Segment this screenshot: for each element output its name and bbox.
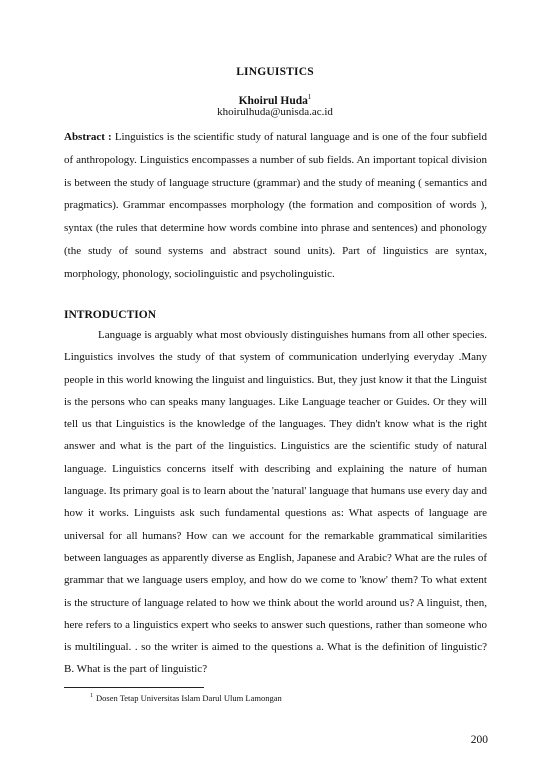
author-footnote-mark: 1 (307, 93, 312, 101)
author-name: Khoirul Huda (238, 94, 308, 107)
footnote-mark: 1 (90, 693, 93, 700)
introduction-paragraph: Language is arguably what most obviously distinguishes humans from all other species. Linguistics involves the study of that system of communication underlying everyday .Many people in this world knowing the linguist and linguistics. But, they just know it that the Linguist is the persons who can speaks many languages. Like Language teacher or Guides. Or they will tell us that Linguistics is the knowledge of the languages. They didn't know what is the right answer and what is the part of the linguistics. Linguistics are the scientific study of natural language. Linguistics concerns itself with describing and explaining the nature of human language. Its primary goal is to learn about the 'natural' language that humans use every day and how it works. Linguists ask such fundamental questions as: What aspects of language are universal for all humans? How can we account for the remarkable grammatical similarities between languages as apparently diverse as English, Japanese and Arabic? What are the rules of grammar that we language users employ, and how do we come to 'know' them? To what extent is the structure of language related to how we think about the world around us? A linguist, then, here refers to a linguistics expert who seeks to answer such questions, rather than someone who is multilingual. . so the writer is aimed to the questions a. What is the definition of linguistic? B. What is the part of linguistic? (64, 329, 487, 676)
abstract (64, 126, 487, 286)
author-line (0, 93, 550, 107)
page-number: 200 (470, 734, 488, 746)
footnote-text: Dosen Tetap Universitas Islam Darul Ulum Lamongan (96, 693, 282, 703)
footnote-divider (64, 687, 204, 688)
abstract-label: Abstract : (64, 131, 112, 143)
author-email: khoirulhuda@unisda.ac.id (217, 106, 333, 118)
abstract-text: Linguistics is the scientific study of natural language and is one of the four subfield of anthropology. Linguistics encompasses a number of sub fields. An important topical division is between the study of language structure (grammar) and the study of meaning ( semantics and pragmatics). Grammar encompasses morphology (the formation and composition of words ), syntax (the rules that determine how words combine into phrase and sentences) and phonology (the study of sound systems and abstract sound units). Part of linguistics are syntax, morphology, phonology, sociolinguistic and psycholinguistic. (64, 131, 487, 280)
paper-title: LINGUISTICS (236, 66, 314, 78)
footnote (90, 693, 282, 703)
section-heading: INTRODUCTION (64, 309, 157, 321)
